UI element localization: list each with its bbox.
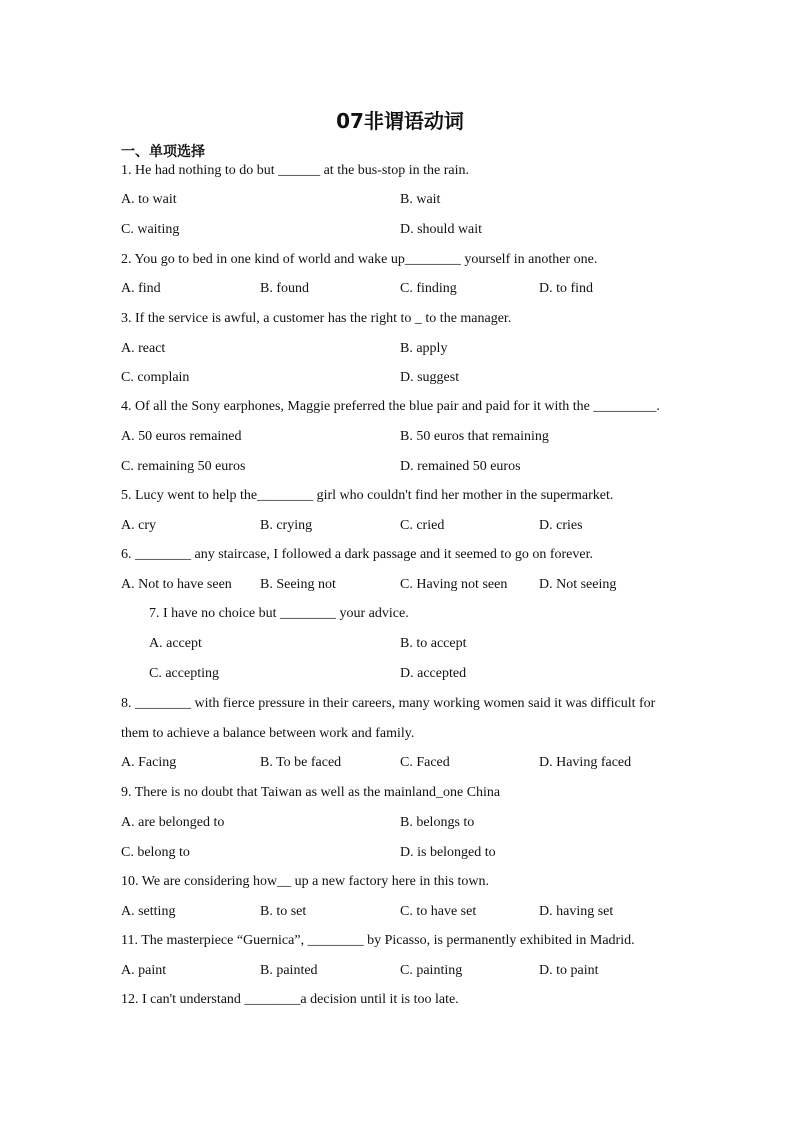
q8-option-b: B. To be faced	[260, 755, 342, 770]
q7-option-c: C. accepting	[149, 666, 219, 681]
q3-option-b: B. apply	[400, 341, 448, 356]
q10-option-c: C. to have set	[400, 904, 477, 919]
q10-option-a: A. setting	[121, 904, 176, 919]
question-7: 7. I have no choice but ________ your advice.	[149, 606, 409, 621]
q6-option-d: D. Not seeing	[539, 577, 617, 592]
q2-option-d: D. to find	[539, 281, 594, 296]
q3-option-d: D. suggest	[400, 370, 460, 385]
q5-option-c: C. cried	[400, 518, 445, 533]
q3-option-c: C. complain	[121, 370, 190, 385]
q11-option-c: C. painting	[400, 963, 463, 978]
question-2: 2. You go to bed in one kind of world and wake up________ yourself in another one.	[121, 252, 598, 267]
q10-option-d: D. having set	[539, 904, 614, 919]
q6-option-b: B. Seeing not	[260, 577, 336, 592]
q7-option-b: B. to accept	[400, 636, 467, 651]
q9-option-d: D. is belonged to	[400, 845, 496, 860]
q1-option-c: C. waiting	[121, 222, 180, 237]
q8-option-d: D. Having faced	[539, 755, 632, 770]
q3-option-a: A. react	[121, 341, 166, 356]
q4-option-a: A. 50 euros remained	[121, 429, 242, 444]
q5-option-b: B. crying	[260, 518, 313, 533]
q11-option-b: B. painted	[260, 963, 318, 978]
section-heading: 一、单项选择	[121, 144, 205, 160]
q10-option-b: B. to set	[260, 904, 307, 919]
q11-option-d: D. to paint	[539, 963, 599, 978]
question-9: 9. There is no doubt that Taiwan as well as the mainland_one China	[121, 785, 501, 800]
q6-option-a: A. Not to have seen	[121, 577, 232, 592]
q2-option-a: A. find	[121, 281, 161, 296]
question-6: 6. ________ any staircase, I followed a dark passage and it seemed to go on forever.	[121, 547, 593, 562]
q1-option-a: A. to wait	[121, 192, 177, 207]
q7-option-d: D. accepted	[400, 666, 467, 681]
q5-option-d: D. cries	[539, 518, 583, 533]
q6-option-c: C. Having not seen	[400, 577, 508, 592]
q5-option-a: A. cry	[121, 518, 156, 533]
question-12: 12. I can't understand ________a decision until it is too late.	[121, 992, 459, 1007]
q8-option-c: C. Faced	[400, 755, 450, 770]
q1-option-b: B. wait	[400, 192, 441, 207]
q8-option-a: A. Facing	[121, 755, 177, 770]
question-1: 1. He had nothing to do but ______ at the bus-stop in the rain.	[121, 163, 470, 178]
q4-option-b: B. 50 euros that remaining	[400, 429, 549, 444]
question-8: 8. ________ with fierce pressure in their careers, many working women said it was difficult for	[121, 696, 656, 711]
question-3: 3. If the service is awful, a customer has the right to _ to the manager.	[121, 311, 512, 326]
page-title: 07非谓语动词	[336, 109, 464, 133]
q11-option-a: A. paint	[121, 963, 167, 978]
q7-option-a: A. accept	[149, 636, 202, 651]
q9-option-a: A. are belonged to	[121, 815, 225, 830]
q4-option-d: D. remained 50 euros	[400, 459, 521, 474]
question-8-continued: them to achieve a balance between work and family.	[121, 726, 415, 741]
q2-option-c: C. finding	[400, 281, 457, 296]
question-10: 10. We are considering how__ up a new factory here in this town.	[121, 874, 489, 889]
question-5: 5. Lucy went to help the________ girl who couldn't find her mother in the supermarket.	[121, 488, 614, 503]
q9-option-b: B. belongs to	[400, 815, 475, 830]
question-11: 11. The masterpiece “Guernica”, ________ by Picasso, is permanently exhibited in Madrid.	[121, 933, 635, 948]
q9-option-c: C. belong to	[121, 845, 190, 860]
question-4: 4. Of all the Sony earphones, Maggie preferred the blue pair and paid for it with the _________.	[121, 399, 660, 414]
q4-option-c: C. remaining 50 euros	[121, 459, 246, 474]
q1-option-d: D. should wait	[400, 222, 483, 237]
q2-option-b: B. found	[260, 281, 309, 296]
